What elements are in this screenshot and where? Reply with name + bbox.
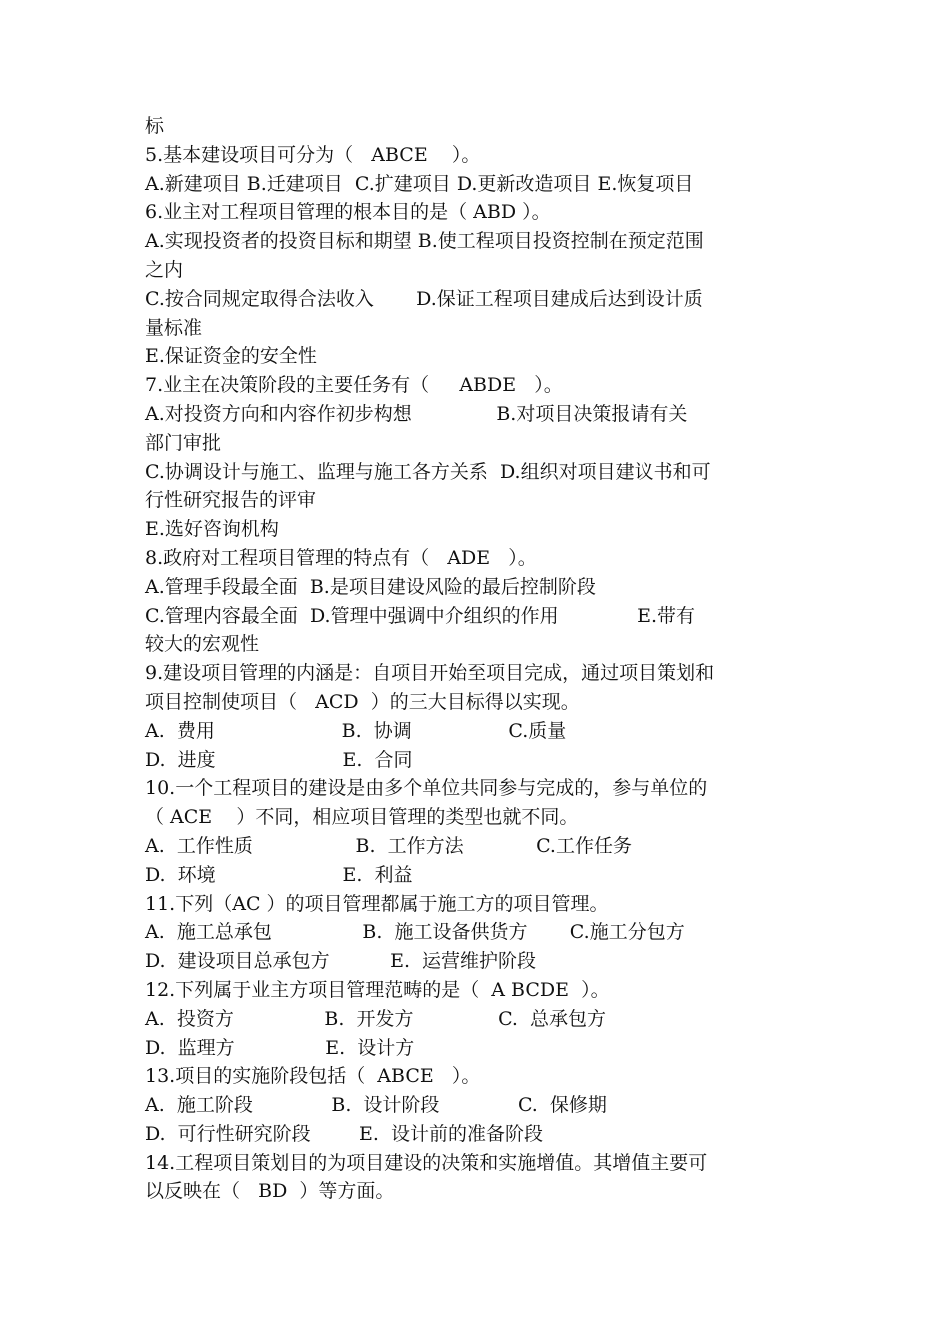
text-line: C.管理内容最全面 D.管理中强调中介组织的作用 E.带有 [145, 604, 695, 627]
text-line: 8.政府对工程项目管理的特点有（ ADE ）。 [145, 546, 537, 569]
text-line: 12.下列属于业主方项目管理范畴的是（ A BCDE ）。 [145, 978, 610, 1001]
document-body [145, 112, 810, 1206]
text-line: 10.一个工程项目的建设是由多个单位共同参与完成的，参与单位的 [145, 777, 708, 800]
text-line: （ ACE ）不同，相应项目管理的类型也就不同。 [145, 806, 579, 829]
text-line: 部门审批 [145, 431, 222, 454]
text-line: 较大的宏观性 [145, 633, 260, 656]
text-line: D. 可行性研究阶段 E. 设计前的准备阶段 [145, 1122, 543, 1145]
text-line: A. 投资方 B. 开发方 C. 总承包方 [145, 1007, 607, 1030]
text-line: A. 施工阶段 B. 设计阶段 C. 保修期 [145, 1094, 607, 1117]
text-line: A. 工作性质 B. 工作方法 C.工作任务 [145, 834, 632, 857]
text-line: D. 监理方 E. 设计方 [145, 1036, 415, 1059]
text-line: C.按合同规定取得合法收入 D.保证工程项目建成后达到设计质 [145, 287, 703, 310]
text-line: 量标准 [145, 316, 203, 339]
text-line: 项目控制使项目（ ACD ）的三大目标得以实现。 [145, 690, 580, 713]
text-line: A. 施工总承包 B. 施工设备供货方 C.施工分包方 [145, 921, 685, 944]
text-line: 6.业主对工程项目管理的根本目的是（ ABD ）。 [145, 201, 551, 224]
text-line: D. 环境 E. 利益 [145, 863, 413, 886]
text-line: 14.工程项目策划目的为项目建设的决策和实施增值。其增值主要可 [145, 1151, 708, 1174]
text-line: E.选好咨询机构 [145, 518, 279, 541]
text-line: 11.下列（AC ）的项目管理都属于施工方的项目管理。 [145, 892, 609, 915]
text-line: A. 费用 B. 协调 C.质量 [145, 719, 567, 742]
text-line: A.管理手段最全面 B.是项目建设风险的最后控制阶段 [145, 575, 596, 598]
text-line: C.协调设计与施工、监理与施工各方关系 D.组织对项目建议书和可 [145, 460, 711, 483]
text-line: 以反映在（ BD ）等方面。 [145, 1180, 395, 1203]
text-line: A.新建项目 B.迁建项目 C.扩建项目 D.更新改造项目 E.恢复项目 [145, 172, 694, 195]
text-line: 5.基本建设项目可分为（ ABCE ）。 [145, 143, 481, 166]
text-line: 之内 [145, 258, 184, 281]
text-line: D. 建设项目总承包方 E. 运营维护阶段 [145, 950, 537, 973]
text-line: 9.建设项目管理的内涵是：自项目开始至项目完成，通过项目策划和 [145, 662, 715, 685]
text-line: 7.业主在决策阶段的主要任务有（ ABDE ）。 [145, 374, 563, 397]
text-line: A.实现投资者的投资目标和期望 B.使工程项目投资控制在预定范围 [145, 230, 704, 253]
text-line: 13.项目的实施阶段包括（ ABCE ）。 [145, 1065, 481, 1088]
text-line: E.保证资金的安全性 [145, 345, 317, 368]
text-line: D. 进度 E. 合同 [145, 748, 413, 771]
text-line: 行性研究报告的评审 [145, 489, 317, 512]
text-line: 标 [145, 115, 165, 137]
text-line: A.对投资方向和内容作初步构想 B.对项目决策报请有关 [145, 402, 688, 425]
